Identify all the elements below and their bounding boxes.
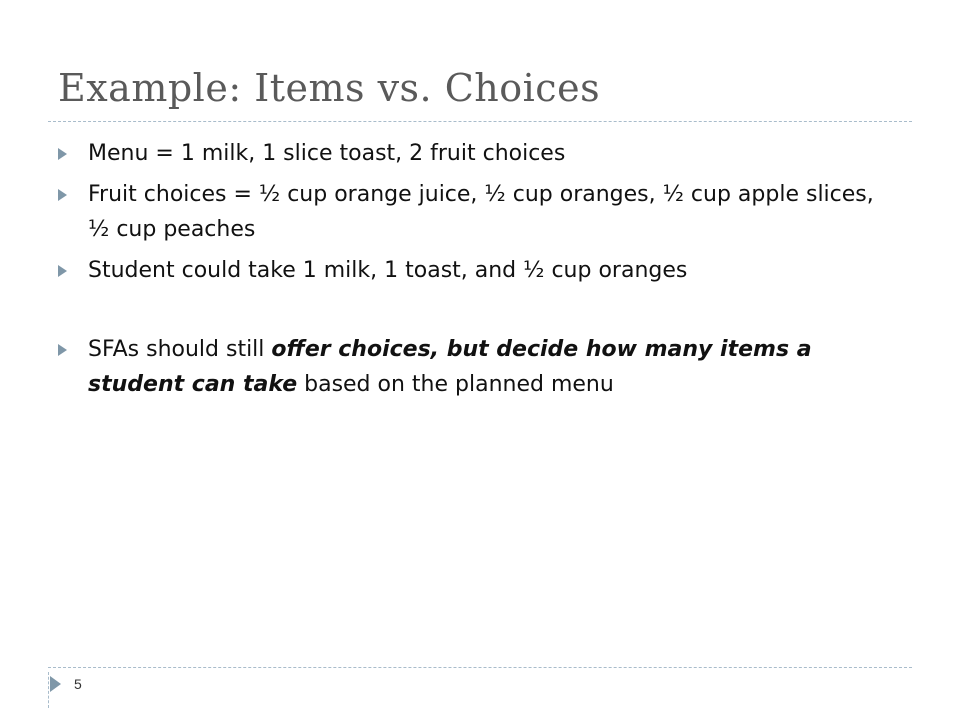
title-divider: [48, 121, 912, 122]
footer-divider: [48, 667, 912, 668]
bullet-item: [56, 136, 896, 171]
bullet-arrow-icon: [58, 265, 67, 277]
bullet-text: Fruit choices = ½ cup orange juice, ½ cup oranges, ½ cup apple slices, ½ cup peaches: [88, 182, 874, 242]
bullet-text: Menu = 1 milk, 1 slice toast, 2 fruit choices: [88, 141, 566, 166]
footer-arrow-icon: [50, 676, 61, 692]
page-number: 5: [74, 676, 82, 692]
bullet-text: Student could take 1 milk, 1 toast, and ½ cup oranges: [88, 258, 688, 283]
slide-title: Example: Items vs. Choices: [58, 66, 601, 110]
footer-vertical-divider: [48, 672, 49, 708]
bullet-list: [56, 136, 896, 408]
bullet-item: [56, 177, 896, 247]
bullet-emphasis: offer choices, but decide how many items a student can take: [88, 337, 812, 397]
bullet-arrow-icon: [58, 189, 67, 201]
bullet-text-part: SFAs should still: [88, 337, 272, 362]
bullet-arrow-icon: [58, 148, 67, 160]
bullet-item: [56, 332, 896, 402]
bullet-text-part: based on the planned menu: [297, 372, 614, 397]
bullet-arrow-icon: [58, 344, 67, 356]
bullet-item: [56, 253, 896, 288]
